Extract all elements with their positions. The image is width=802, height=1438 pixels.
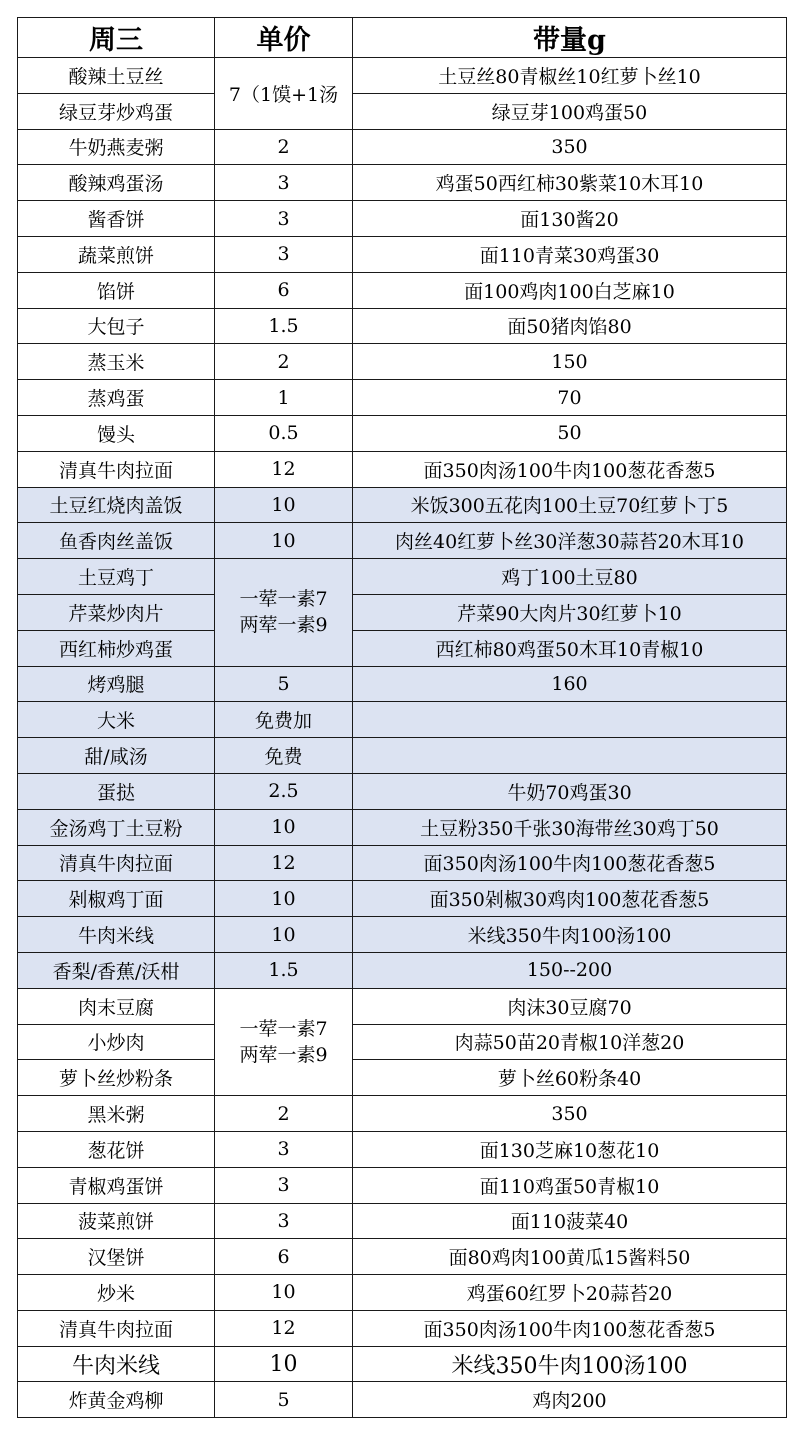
dish-price: 1 [215, 380, 353, 416]
table-row [18, 129, 787, 165]
dish-name: 牛奶燕麦粥 [18, 129, 215, 165]
table-row [18, 1203, 787, 1239]
dish-price: 10 [215, 1346, 353, 1382]
dish-amount: 面110菠菜40 [353, 1203, 787, 1239]
dish-price: 5 [215, 1382, 353, 1418]
dish-name: 酱香饼 [18, 201, 215, 237]
dish-amount: 芹菜90大肉片30红萝卜10 [353, 594, 787, 630]
dish-amount: 350 [353, 129, 787, 165]
dish-amount: 面350肉汤100牛肉100葱花香葱5 [353, 1310, 787, 1346]
dish-price: 2 [215, 1096, 353, 1132]
dish-price: 3 [215, 201, 353, 237]
dish-name: 萝卜丝炒粉条 [18, 1060, 215, 1096]
dish-amount: 面350剁椒30鸡肉100葱花香葱5 [353, 881, 787, 917]
dish-amount: 米线350牛肉100汤100 [353, 917, 787, 953]
dish-amount: 面350肉汤100牛肉100葱花香葱5 [353, 451, 787, 487]
dish-price: 12 [215, 845, 353, 881]
dish-name: 土豆鸡丁 [18, 559, 215, 595]
dish-name: 芹菜炒肉片 [18, 594, 215, 630]
dish-name: 牛肉米线 [18, 1346, 215, 1382]
dish-name: 蛋挞 [18, 773, 215, 809]
dish-name: 大包子 [18, 308, 215, 344]
dish-price: 10 [215, 917, 353, 953]
table-row [18, 1024, 787, 1060]
table-row [18, 415, 787, 451]
table-row [18, 952, 787, 988]
dish-amount: 肉沫30豆腐70 [353, 988, 787, 1024]
dish-amount: 面130酱20 [353, 201, 787, 237]
table-row [18, 272, 787, 308]
table-row [18, 1275, 787, 1311]
dish-name: 蔬菜煎饼 [18, 236, 215, 272]
dish-amount: 面350肉汤100牛肉100葱花香葱5 [353, 845, 787, 881]
dish-name: 绿豆芽炒鸡蛋 [18, 93, 215, 129]
dish-price: 3 [215, 1203, 353, 1239]
dish-amount: 米饭300五花肉100土豆70红萝卜丁5 [353, 487, 787, 523]
dish-name: 酸辣鸡蛋汤 [18, 165, 215, 201]
dish-price: 6 [215, 1239, 353, 1275]
dish-name: 馒头 [18, 415, 215, 451]
table-row [18, 236, 787, 272]
dish-amount: 350 [353, 1096, 787, 1132]
dish-amount: 70 [353, 380, 787, 416]
dish-amount: 150 [353, 344, 787, 380]
table-row [18, 773, 787, 809]
table-row [18, 201, 787, 237]
dish-amount: 米线350牛肉100汤100 [353, 1346, 787, 1382]
dish-price: 3 [215, 1131, 353, 1167]
dish-price: 一荤一素7 两荤一素9 [215, 988, 353, 1095]
dish-amount: 面110鸡蛋50青椒10 [353, 1167, 787, 1203]
dish-amount: 鸡蛋50西红柿30紫菜10木耳10 [353, 165, 787, 201]
dish-price: 3 [215, 236, 353, 272]
dish-price: 10 [215, 487, 353, 523]
dish-price: 10 [215, 881, 353, 917]
table-row [18, 1382, 787, 1418]
table-row [18, 93, 787, 129]
dish-amount: 面130芝麻10葱花10 [353, 1131, 787, 1167]
dish-name: 剁椒鸡丁面 [18, 881, 215, 917]
dish-amount [353, 738, 787, 774]
table-row [18, 881, 787, 917]
table-row [18, 1096, 787, 1132]
table-row [18, 451, 787, 487]
dish-amount: 面50猪肉馅80 [353, 308, 787, 344]
dish-price: 3 [215, 165, 353, 201]
table-row [18, 308, 787, 344]
table-row [18, 809, 787, 845]
dish-name: 清真牛肉拉面 [18, 451, 215, 487]
dish-name: 牛肉米线 [18, 917, 215, 953]
dish-amount: 土豆粉350千张30海带丝30鸡丁50 [353, 809, 787, 845]
table-row [18, 58, 787, 94]
dish-name: 鱼香肉丝盖饭 [18, 523, 215, 559]
dish-amount: 面80鸡肉100黄瓜15酱料50 [353, 1239, 787, 1275]
dish-price: 12 [215, 451, 353, 487]
dish-name: 清真牛肉拉面 [18, 845, 215, 881]
dish-price: 10 [215, 809, 353, 845]
dish-name: 炒米 [18, 1275, 215, 1311]
dish-name: 小炒肉 [18, 1024, 215, 1060]
table-row [18, 1239, 787, 1275]
dish-amount: 肉蒜50苗20青椒10洋葱20 [353, 1024, 787, 1060]
dish-name: 馅饼 [18, 272, 215, 308]
table-row [18, 702, 787, 738]
dish-price: 10 [215, 523, 353, 559]
dish-price: 6 [215, 272, 353, 308]
dish-price: 3 [215, 1167, 353, 1203]
header-row [18, 18, 787, 58]
dish-amount: 牛奶70鸡蛋30 [353, 773, 787, 809]
dish-amount: 160 [353, 666, 787, 702]
dish-name: 金汤鸡丁土豆粉 [18, 809, 215, 845]
dish-price: 7（1馍+1汤 [215, 58, 353, 130]
dish-name: 土豆红烧肉盖饭 [18, 487, 215, 523]
dish-amount: 肉丝40红萝卜丝30洋葱30蒜苔20木耳10 [353, 523, 787, 559]
dish-name: 烤鸡腿 [18, 666, 215, 702]
dish-amount: 萝卜丝60粉条40 [353, 1060, 787, 1096]
dish-price: 10 [215, 1275, 353, 1311]
table-row [18, 1131, 787, 1167]
dish-price: 5 [215, 666, 353, 702]
dish-amount: 土豆丝80青椒丝10红萝卜丝10 [353, 58, 787, 94]
dish-price: 2.5 [215, 773, 353, 809]
dish-name: 蒸玉米 [18, 344, 215, 380]
dish-amount: 150--200 [353, 952, 787, 988]
dish-amount: 鸡丁100土豆80 [353, 559, 787, 595]
dish-amount: 面110青菜30鸡蛋30 [353, 236, 787, 272]
dish-name: 香梨/香蕉/沃柑 [18, 952, 215, 988]
dish-price: 2 [215, 344, 353, 380]
dish-name: 菠菜煎饼 [18, 1203, 215, 1239]
dish-price: 12 [215, 1310, 353, 1346]
dish-name: 西红柿炒鸡蛋 [18, 630, 215, 666]
dish-name: 炸黄金鸡柳 [18, 1382, 215, 1418]
dish-amount: 西红柿80鸡蛋50木耳10青椒10 [353, 630, 787, 666]
menu-table [17, 17, 787, 1418]
dish-price: 免费加 [215, 702, 353, 738]
table-row [18, 1310, 787, 1346]
table-row [18, 666, 787, 702]
dish-price: 一荤一素7 两荤一素9 [215, 559, 353, 666]
table-row [18, 917, 787, 953]
table-row [18, 344, 787, 380]
dish-price: 免费 [215, 738, 353, 774]
dish-price: 0.5 [215, 415, 353, 451]
dish-amount: 面100鸡肉100白芝麻10 [353, 272, 787, 308]
dish-name: 蒸鸡蛋 [18, 380, 215, 416]
dish-name: 青椒鸡蛋饼 [18, 1167, 215, 1203]
table-row [18, 1346, 787, 1382]
dish-amount: 绿豆芽100鸡蛋50 [353, 93, 787, 129]
dish-name: 甜/咸汤 [18, 738, 215, 774]
table-row [18, 165, 787, 201]
table-row [18, 559, 787, 595]
dish-price: 1.5 [215, 952, 353, 988]
table-row [18, 738, 787, 774]
table-row [18, 380, 787, 416]
dish-name: 大米 [18, 702, 215, 738]
dish-name: 黑米粥 [18, 1096, 215, 1132]
table-row [18, 487, 787, 523]
dish-name: 清真牛肉拉面 [18, 1310, 215, 1346]
dish-price: 1.5 [215, 308, 353, 344]
dish-name: 酸辣土豆丝 [18, 58, 215, 94]
dish-name: 肉末豆腐 [18, 988, 215, 1024]
table-row [18, 1060, 787, 1096]
dish-amount: 鸡肉200 [353, 1382, 787, 1418]
dish-amount [353, 702, 787, 738]
table-row [18, 1167, 787, 1203]
table-row [18, 988, 787, 1024]
dish-name: 汉堡饼 [18, 1239, 215, 1275]
dish-price: 2 [215, 129, 353, 165]
dish-amount: 50 [353, 415, 787, 451]
dish-amount: 鸡蛋60红罗卜20蒜苔20 [353, 1275, 787, 1311]
table-row [18, 594, 787, 630]
dish-name: 葱花饼 [18, 1131, 215, 1167]
header-price: 单价 [215, 18, 353, 58]
table-row [18, 523, 787, 559]
table-row [18, 845, 787, 881]
header-amount: 带量g [353, 18, 787, 58]
table-row [18, 630, 787, 666]
header-day: 周三 [18, 18, 215, 58]
